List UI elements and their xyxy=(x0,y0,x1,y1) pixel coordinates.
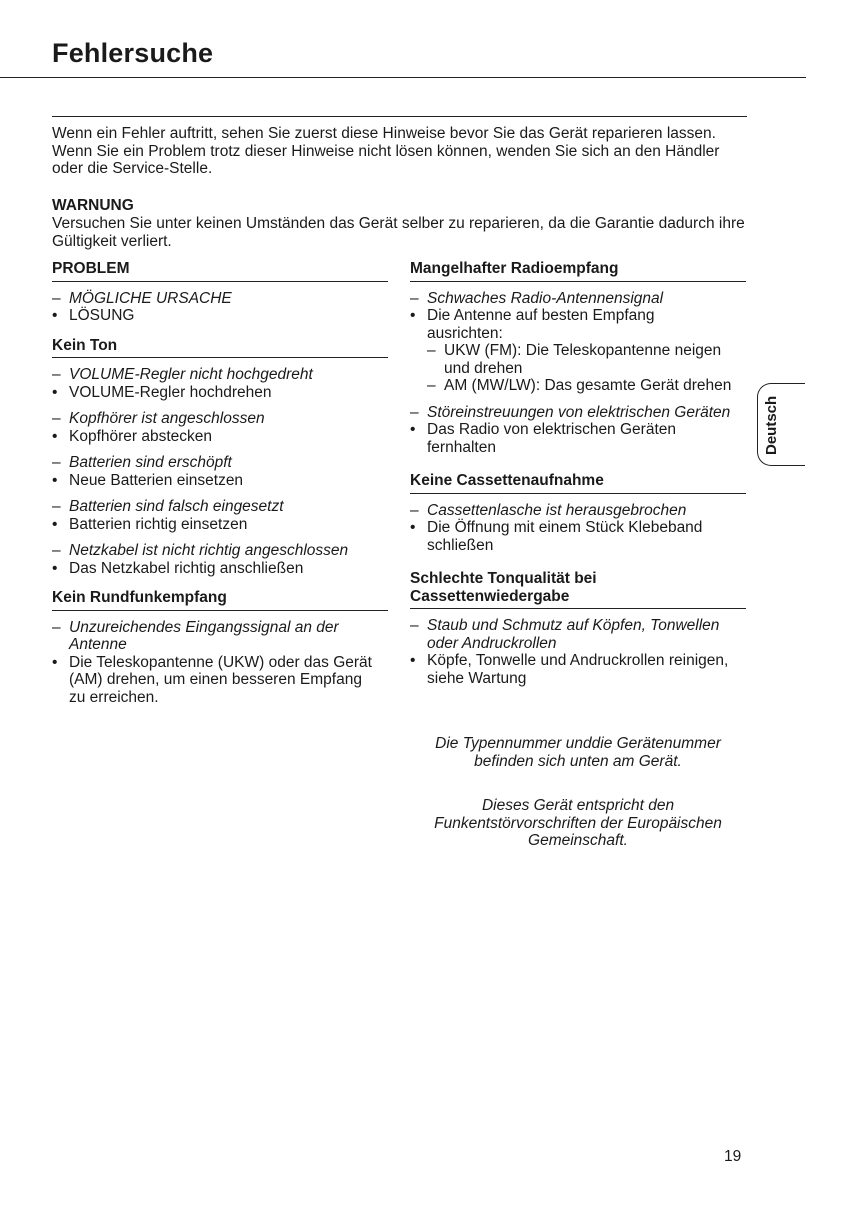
solution-text: zu erreichen. xyxy=(69,688,159,706)
solution-text: Die Antenne auf besten Empfang xyxy=(427,307,655,324)
sub-item-text: AM (MW/LW): Das gesamte Gerät drehen xyxy=(444,377,732,394)
dash-marker: – xyxy=(427,377,436,394)
cause-text: Batterien sind erschöpft xyxy=(69,454,232,471)
bullet-marker: • xyxy=(410,519,416,536)
solution-text: Batterien richtig einsetzen xyxy=(69,515,248,533)
interference-note xyxy=(410,797,746,850)
solution-line xyxy=(410,652,746,670)
bullet-marker: • xyxy=(410,307,416,324)
dash-marker: – xyxy=(410,403,419,421)
solution-line-cont xyxy=(410,670,746,688)
section-heading-tonqualitaet xyxy=(410,570,746,609)
heading-line: Cassettenwiedergabe xyxy=(410,587,570,605)
cause-text: Schwaches Radio-Antennensignal xyxy=(427,289,664,307)
cause-text: Störeinstreuungen von elektrischen Geräten xyxy=(427,403,731,421)
dash-marker: – xyxy=(410,289,419,307)
troubleshoot-entry xyxy=(52,542,388,577)
sub-item-text: und drehen xyxy=(444,359,523,377)
heading-line: Schlechte Tonqualität bei xyxy=(410,570,597,587)
kein-rundfunk-entries xyxy=(52,619,388,707)
solution-line xyxy=(52,654,388,672)
intro-divider xyxy=(52,116,747,117)
cause-line xyxy=(410,502,746,520)
tonqualitaet-entries xyxy=(410,617,746,687)
dash-marker: – xyxy=(52,454,61,471)
cause-line xyxy=(52,454,388,472)
legend-solution-text: LÖSUNG xyxy=(69,307,135,324)
legend-cause-text: MÖGLICHE URSACHE xyxy=(69,289,232,307)
language-tab-label: Deutsch xyxy=(763,395,780,455)
note-line: Gemeinschaft. xyxy=(528,832,628,849)
note-line: Dieses Gerät entspricht den xyxy=(481,797,675,814)
cause-line xyxy=(52,366,388,384)
solution-line-cont xyxy=(410,325,746,343)
legend-cause xyxy=(52,290,388,308)
solution-text: (AM) drehen, um einen besseren Empfang xyxy=(69,671,362,688)
cause-line xyxy=(52,410,388,428)
troubleshoot-entry xyxy=(52,410,388,445)
solution-text: VOLUME-Regler hochdrehen xyxy=(69,383,272,401)
right-column xyxy=(410,260,746,687)
section-heading-radioempfang: Mangelhafter Radioempfang xyxy=(410,260,746,282)
note-line: Die Typennummer unddie Gerätenummer xyxy=(435,735,721,752)
cause-text: oder Andruckrollen xyxy=(427,634,557,652)
dash-marker: – xyxy=(410,501,419,519)
radioempfang-entries xyxy=(410,290,746,457)
sub-item-cont xyxy=(410,360,746,378)
section-heading-kein-ton: Kein Ton xyxy=(52,337,388,359)
dash-marker: – xyxy=(410,617,419,634)
dash-marker: – xyxy=(52,366,61,383)
sub-item-text: UKW (FM): Die Teleskopantenne neigen xyxy=(444,342,722,359)
note-line: befinden sich unten am Gerät. xyxy=(474,752,682,770)
cause-text: Unzureichendes Eingangssignal an der xyxy=(69,618,339,636)
bullet-marker: • xyxy=(52,515,58,533)
bullet-marker: • xyxy=(410,652,416,669)
solution-line xyxy=(410,421,746,439)
solution-text: Köpfe, Tonwelle und Andruckrollen reinigen, xyxy=(427,652,729,669)
solution-line-cont xyxy=(52,671,388,689)
cause-line-cont xyxy=(410,635,746,653)
intro-paragraph: Wenn ein Fehler auftritt, sehen Sie zuerst diese Hinweise bevor Sie das Gerät reparieren lassen. Wenn Sie ein Problem trotz dieser Hinweise nicht lösen können, wenden Sie sich an den Händler oder die Service-Stelle. xyxy=(52,125,720,177)
cause-text: Netzkabel ist nicht richtig angeschlossen xyxy=(69,542,349,559)
note-line: Funkentstörvorschriften der Europäischen xyxy=(434,814,722,832)
warning-heading: WARNUNG xyxy=(52,197,134,214)
solution-text: Kopfhörer abstecken xyxy=(69,427,213,445)
left-column xyxy=(52,260,388,706)
cause-line-cont xyxy=(52,636,388,654)
solution-text: ausrichten: xyxy=(427,324,503,342)
cause-text: Antenne xyxy=(69,636,127,653)
solution-line-cont xyxy=(52,689,388,707)
solution-text: Die Öffnung mit einem Stück Klebeband xyxy=(427,519,703,536)
dash-marker: – xyxy=(52,410,61,427)
bullet-marker: • xyxy=(52,471,58,489)
cause-text: Cassettenlasche ist herausgebrochen xyxy=(427,501,687,519)
solution-text: Neue Batterien einsetzen xyxy=(69,471,244,489)
solution-line xyxy=(410,519,746,537)
page-number: 19 xyxy=(724,1148,742,1165)
sub-item xyxy=(410,342,746,360)
sub-item xyxy=(410,377,746,395)
solution-line xyxy=(52,384,388,402)
troubleshoot-entry xyxy=(52,498,388,533)
solution-line xyxy=(52,516,388,534)
solution-text: Das Radio von elektrischen Geräten xyxy=(427,421,676,438)
dash-marker: – xyxy=(52,498,61,515)
cause-text: Batterien sind falsch eingesetzt xyxy=(69,498,284,515)
troubleshoot-entry xyxy=(52,366,388,401)
solution-line xyxy=(52,428,388,446)
bullet-marker: • xyxy=(52,653,58,671)
bullet-marker: • xyxy=(52,383,58,401)
legend-solution xyxy=(52,307,388,325)
cause-line xyxy=(410,290,746,308)
solution-text: fernhalten xyxy=(427,438,496,456)
cause-line xyxy=(410,617,746,635)
cassettenaufnahme-entries xyxy=(410,502,746,555)
dash-marker: – xyxy=(52,542,61,559)
section-heading-kein-rundfunkempfang: Kein Rundfunkempfang xyxy=(52,589,388,611)
solution-line xyxy=(52,560,388,578)
warning-text: Versuchen Sie unter keinen Umständen das Gerät selber zu reparieren, da die Garantie dadurch ihre Gültigkeit verliert. xyxy=(52,215,745,250)
kein-ton-entries xyxy=(52,366,388,577)
bullet-marker: • xyxy=(52,427,58,445)
cause-text: VOLUME-Regler nicht hochgedreht xyxy=(69,366,313,383)
bullet-marker: • xyxy=(52,307,58,324)
solution-line xyxy=(410,307,746,325)
solution-text: Die Teleskopantenne (UKW) oder das Gerät xyxy=(69,653,372,671)
cause-line xyxy=(410,404,746,422)
legend-entries xyxy=(52,290,388,325)
dash-marker: – xyxy=(52,618,61,636)
cause-text: Kopfhörer ist angeschlossen xyxy=(69,410,265,427)
solution-text: Das Netzkabel richtig anschließen xyxy=(69,559,304,577)
troubleshoot-entry xyxy=(52,454,388,489)
solution-text: siehe Wartung xyxy=(427,669,527,687)
cause-line xyxy=(52,619,388,637)
legend-heading: PROBLEM xyxy=(52,260,388,282)
cause-line xyxy=(52,542,388,560)
page-title: Fehlersuche xyxy=(52,38,214,68)
cause-line xyxy=(52,498,388,516)
solution-text: schließen xyxy=(427,536,494,554)
title-divider xyxy=(0,77,806,78)
type-number-note xyxy=(410,735,746,770)
solution-line xyxy=(52,472,388,490)
section-heading-cassettenaufnahme: Keine Cassettenaufnahme xyxy=(410,472,746,494)
dash-marker: – xyxy=(52,289,61,307)
solution-line-cont xyxy=(410,537,746,555)
bullet-marker: • xyxy=(410,421,416,438)
cause-text: Staub und Schmutz auf Köpfen, Tonwellen xyxy=(427,617,720,634)
bullet-marker: • xyxy=(52,559,58,577)
solution-line-cont xyxy=(410,439,746,457)
dash-marker: – xyxy=(427,342,436,359)
